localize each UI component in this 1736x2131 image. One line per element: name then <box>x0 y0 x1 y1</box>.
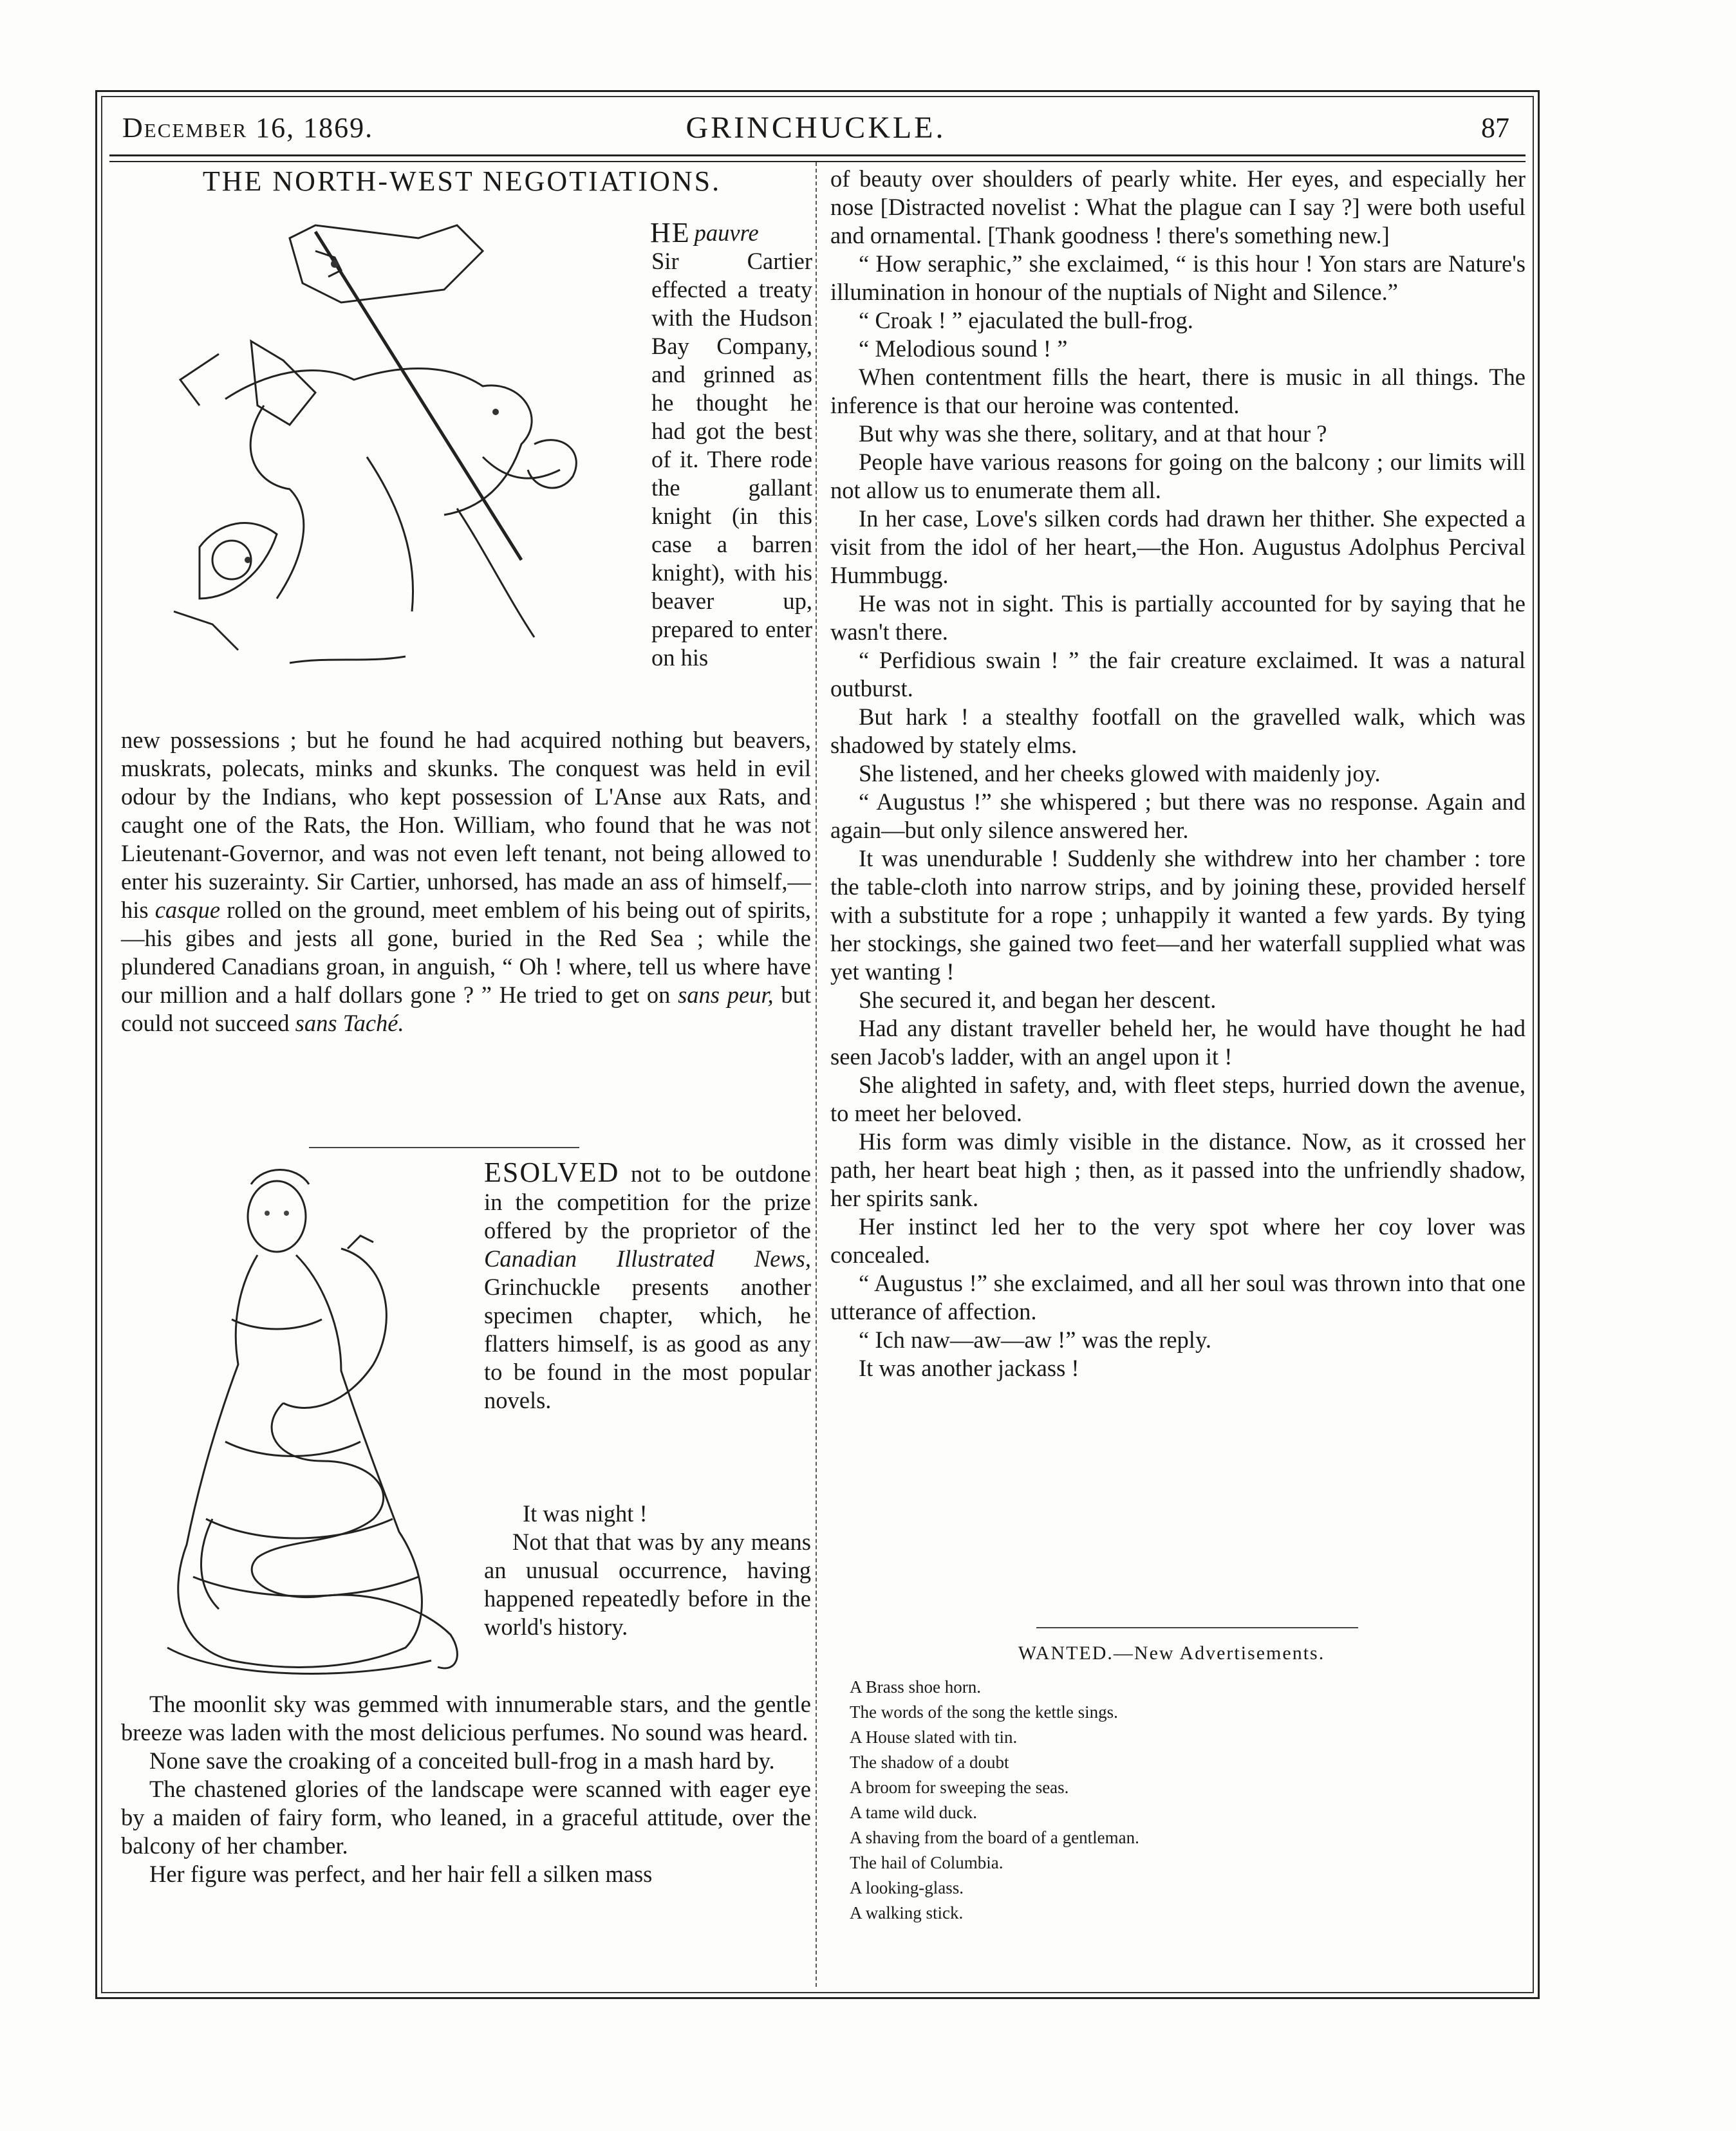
italic-sans-peur: sans peur, <box>678 982 774 1008</box>
wanted-item: A walking stick. <box>850 1903 964 1922</box>
story-para: “ Augustus !” she exclaimed, and all her soul was thrown into that one utterance of affection. <box>830 1270 1526 1325</box>
story-para: It was another jackass ! <box>859 1355 1079 1381</box>
header-rule-thin <box>109 161 1526 162</box>
section-separator <box>309 1147 579 1148</box>
wanted-separator <box>1036 1627 1358 1628</box>
wanted-heading: WANTED.—New Advertisements. <box>1018 1642 1325 1664</box>
wanted-item: A broom for sweeping the seas. <box>850 1778 1069 1797</box>
drop-cap: HE <box>650 217 691 248</box>
wanted-list <box>850 1675 1493 1926</box>
article-text-a-continued: new possessions ; but he found he had acquired nothing but beavers, muskrats, polecats, minks and skunks. The conquest was held in evil odour by the Indians, who kept possession of L'Anse aux Rats, and caught one of the Rats, the Hon. William, who found that he was not Lieutenant-Governor, and was not even left tenant, not being allowed to enter his suzerainty. Sir Cartier, unhorsed, has made an ass of himself,—his <box>121 727 811 923</box>
masthead-title: GRINCHUCKLE. <box>686 111 946 145</box>
wanted-item: A tame wild duck. <box>850 1803 977 1822</box>
story-para: “ Melodious sound ! ” <box>859 335 1068 362</box>
wanted-item: The shadow of a doubt <box>850 1753 1009 1772</box>
story-para: “ How seraphic,” she exclaimed, “ is this hour ! Yon stars are Nature's illumination in honour of the nuptials of Night and Silence.” <box>830 250 1526 305</box>
intro-text-b: Grinchuckle presents another specimen chapter, which, he flatters himself, is as good as any to be found in the most popular novels. <box>484 1274 811 1413</box>
page-header <box>116 106 1516 151</box>
column-divider <box>816 162 817 1987</box>
header-rule <box>109 154 1526 156</box>
page-number: 87 <box>1481 112 1509 144</box>
story-para: In her case, Love's silken cords had drawn her thither. She expected a visit from the idol of her heart,—the Hon. Augustus Adolphus Percival Hummbugg. <box>830 505 1526 588</box>
article-part2-intro <box>484 1159 811 1415</box>
story-para: The chastened glories of the landscape were scanned with eager eye by a maiden of fairy form, who leaned, in a graceful attitude, over the balcony of her chamber. <box>121 1776 811 1859</box>
story-para: “ Augustus !” she whispered ; but there was no response. Again and again—but only silence answered her. <box>830 788 1526 843</box>
story-para: “ Perfidious swain ! ” the fair creature exclaimed. It was a natural outburst. <box>830 647 1526 702</box>
story-para: But why was she there, solitary, and at that hour ? <box>859 420 1327 447</box>
wanted-item: The words of the song the kettle sings. <box>850 1702 1118 1722</box>
italic-publication-name: Canadian Illustrated News, <box>484 1245 811 1272</box>
story-left-wide <box>121 1690 811 1888</box>
story-para: Her instinct led her to the very spot where her coy lover was concealed. <box>830 1213 1526 1268</box>
story-para: of beauty over shoulders of pearly white. Her eyes, and especially her nose [Distracted novelist : What the plague can I say ?] were both useful and ornamental. [Thank goodness ! there's something new.] <box>830 165 1526 248</box>
article-text-c: but could not succeed <box>121 982 812 1036</box>
intro-text-a: not to be outdone in the competition for the prize offered by the proprietor of the <box>484 1160 812 1243</box>
story-para: Not that that was by any means an unusual occurrence, having happened repeatedly before in the world's history. <box>484 1529 811 1640</box>
italic-word: pauvre <box>694 219 759 246</box>
story-para: None save the croaking of a conceited bull-frog in a mash hard by. <box>149 1747 775 1774</box>
story-para: She listened, and her cheeks glowed with maidenly joy. <box>859 760 1381 786</box>
woman-with-serpent-illustration <box>129 1159 476 1686</box>
story-para: “ Ich naw—aw—aw !” was the reply. <box>859 1326 1211 1353</box>
story-para: “ Croak ! ” ejaculated the bull-frog. <box>859 307 1193 333</box>
story-para: But hark ! a stealthy footfall on the gravelled walk, which was shadowed by stately elms. <box>830 703 1526 758</box>
article-text-a: Sir Cartier effected a treaty with the Hudson Bay Company, and grinned as he thought he had got the best of it. There rode the gallant knight (in this case a barren knight), with his beaver up, prepared to enter on his <box>651 248 812 671</box>
story-para: Had any distant traveller beheld her, he would have thought he had seen Jacob's ladder, with an angel upon it ! <box>830 1015 1526 1070</box>
story-para: People have various reasons for going on the balcony ; our limits will not allow us to enumerate them all. <box>830 449 1526 503</box>
wanted-item: A shaving from the board of a gentleman. <box>850 1828 1139 1847</box>
story-para: His form was dimly visible in the distance. Now, as it crossed her path, her heart beat high ; then, as it passed into the unfriendly shadow, her spirits sank. <box>830 1128 1526 1211</box>
story-para: He was not in sight. This is partially accounted for by saying that he wasn't there. <box>830 590 1526 645</box>
article-text-b: rolled on the ground, meet emblem of his being out of spirits,—his gibes and jests all gone, buried in the Red Sea ; while the plundered Canadians groan, in anguish, “ Oh ! where, tell us where have our million and a half dollars gone ? ” He tried to get on <box>121 897 812 1008</box>
article-part1-narrow <box>651 247 812 672</box>
wanted-item: A looking-glass. <box>850 1878 964 1897</box>
wanted-item: A Brass shoe horn. <box>850 1677 981 1697</box>
drop-cap-resolved: ESOLVED <box>484 1157 620 1188</box>
story-para: She alighted in safety, and, with fleet steps, hurried down the avenue, to meet her beloved. <box>830 1072 1526 1126</box>
story-para: It was night ! <box>523 1500 648 1527</box>
italic-casque: casque <box>154 897 221 923</box>
article-heading: THE NORTH-WEST NEGOTIATIONS. <box>202 165 722 197</box>
story-left-narrow <box>484 1500 811 1641</box>
story-para: Her figure was perfect, and her hair fell a silken mass <box>149 1861 653 1887</box>
wanted-item: The hail of Columbia. <box>850 1853 1003 1872</box>
wanted-advertisements <box>850 1642 1493 1926</box>
issue-date: December 16, 1869. <box>122 112 374 144</box>
story-para: She secured it, and began her descent. <box>859 987 1217 1013</box>
story-para: When contentment fills the heart, there is music in all things. The inference is that our heroine was contented. <box>830 364 1526 418</box>
italic-sans-tache: sans Taché. <box>295 1010 404 1036</box>
story-para: It was unendurable ! Suddenly she withdrew into her chamber : tore the table-cloth into narrow strips, and by joining these, provided herself with a substitute for a rope ; unhappily it wanted a few yards. By tying her stockings, she gained two feet—and her waterfall supplied what was yet wanting ! <box>830 845 1526 985</box>
story-right <box>830 165 1526 1382</box>
wanted-item: A House slated with tin. <box>850 1727 1018 1747</box>
article-part1-wide <box>121 726 811 1038</box>
story-para: The moonlit sky was gemmed with innumerable stars, and the gentle breeze was laden with the most delicious perfumes. No sound was heard. <box>121 1691 811 1745</box>
